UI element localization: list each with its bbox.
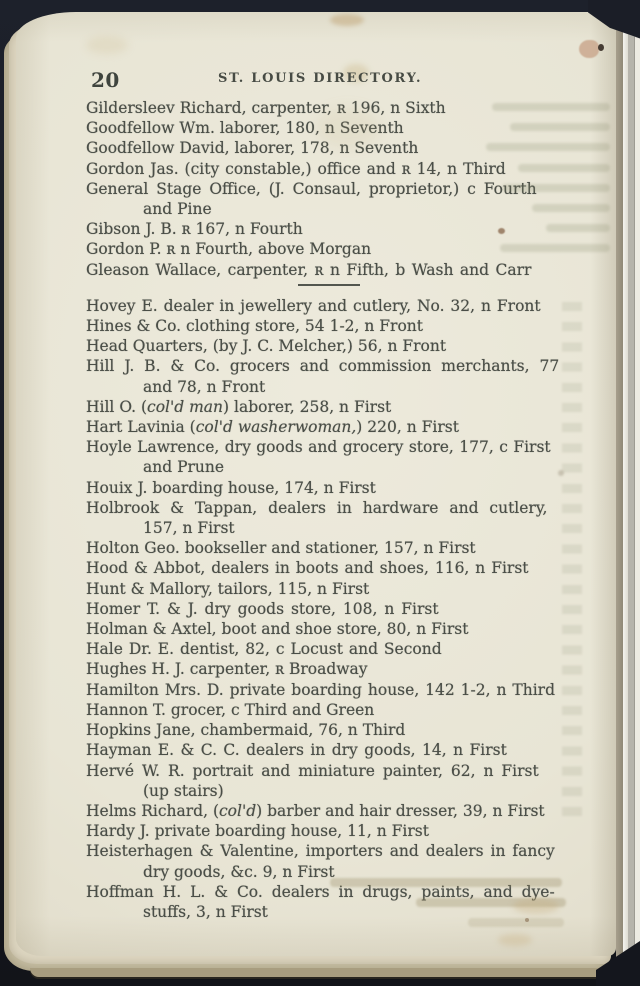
entry-text-segment: and Prune: [143, 458, 225, 477]
entry-text-segment: Hart Lavinia (: [86, 418, 196, 437]
directory-entry: [86, 498, 608, 538]
paper-stain: [330, 14, 364, 26]
directory-entry: [86, 619, 608, 639]
paper-stain: [498, 228, 505, 234]
bleed-through-column: [562, 302, 582, 822]
entry-text-segment: Hill O. (: [86, 397, 148, 416]
adjacent-page-edge: [634, 0, 640, 986]
directory-entry: [86, 356, 608, 396]
directory-entry: [86, 659, 608, 679]
directory-entry-line: [86, 579, 608, 599]
page-header-title: ST. LOUIS DIRECTORY.: [218, 71, 423, 86]
page-stack-bottom-edge: [30, 968, 610, 977]
directory-entry-line: [86, 296, 608, 316]
paper-stain: [513, 898, 559, 914]
paper-speck: [558, 470, 564, 476]
directory-entry-line: [86, 457, 608, 477]
entry-text-segment: Hardy J. private boarding house, 11, n First: [86, 822, 429, 841]
directory-entry-line: [86, 336, 608, 356]
directory-entry: [86, 700, 608, 720]
directory-entry-line: [86, 841, 608, 861]
entry-text-segment: Gordon Jas. (city constable,) office and ʀ 14, n Third: [86, 159, 506, 178]
entry-text-segment: Hopkins Jane, chambermaid, 76, n Third: [86, 721, 406, 740]
directory-entry-line: [86, 417, 608, 437]
entry-text-segment: ) laborer, 258, n First: [223, 397, 392, 416]
entry-text-segment: Hovey E. dealer in jewellery and cutlery, No. 32, n Front: [86, 296, 541, 315]
entry-text-segment: Hannon T. grocer, c Third and Green: [86, 700, 375, 719]
page-edge-artifact: [579, 40, 599, 58]
directory-entry-line: [86, 478, 608, 498]
directory-entry: [86, 841, 608, 881]
directory-entry: [86, 761, 608, 801]
bleed-through-text: [468, 918, 564, 927]
entry-text-segment: col'd: [219, 801, 257, 820]
directory-entry: [86, 316, 608, 336]
entry-text-segment: Homer T. & J. dry goods store, 108, n First: [86, 599, 439, 618]
entry-text-segment: stuffs, 3, n First: [143, 902, 268, 921]
directory-entry-line: [86, 377, 608, 397]
directory-entry: [86, 558, 608, 578]
entry-text-segment: Hoffman H. L. & Co. dealers in drugs, paints, and dye-: [86, 882, 555, 901]
entry-text-segment: Hayman E. & C. C. dealers in dry goods, 14, n First: [86, 741, 507, 760]
directory-section-h: [86, 296, 608, 922]
directory-entry: [86, 599, 608, 619]
page-gutter-shadow: [616, 0, 623, 986]
paper-stain: [498, 934, 532, 946]
paper-stain: [86, 36, 128, 54]
directory-entry-line: [86, 781, 608, 801]
entry-text-segment: Heisterhagen & Valentine, importers and dealers in fancy: [86, 842, 555, 861]
directory-entry: [86, 336, 608, 356]
entry-text-segment: Goodfellow David, laborer, 178, n Seventh: [86, 139, 419, 158]
directory-entry-line: [86, 821, 608, 841]
directory-entry: [86, 437, 608, 477]
entry-text-segment: Hoyle Lawrence, dry goods and grocery store, 177, c First: [86, 438, 551, 457]
entry-text-segment: Helms Richard, (: [86, 801, 219, 820]
entry-text-segment: Houix J. boarding house, 174, n First: [86, 478, 376, 497]
directory-entry-line: [86, 356, 608, 376]
book-page: [16, 12, 616, 956]
entry-text-segment: Head Quarters, (by J. C. Melcher,) 56, n Front: [86, 337, 447, 356]
directory-entry: [86, 296, 608, 316]
entry-text-segment: Hughes H. J. carpenter, ʀ Broadway: [86, 660, 368, 679]
bleed-through-text: [452, 103, 610, 265]
directory-entry-line: [86, 599, 608, 619]
directory-entry: [86, 639, 608, 659]
paper-stain: [316, 107, 380, 149]
page-header: [16, 68, 616, 92]
entry-text-segment: General Stage Office, (J. Consaul, proprietor,) c Fourth: [86, 179, 537, 198]
directory-entry: [86, 740, 608, 760]
directory-entry-line: [86, 518, 608, 538]
entry-text-segment: Hood & Abbot, dealers in boots and shoes, 116, n First: [86, 559, 529, 578]
directory-entry: [86, 579, 608, 599]
entry-text-segment: Hervé W. R. portrait and miniature painter, 62, n First: [86, 761, 539, 780]
entry-text-segment: ) 220, n First: [356, 418, 459, 437]
entry-text-segment: Hines & Co. clothing store, 54 1-2, n Front: [86, 317, 424, 336]
directory-entry: [86, 538, 608, 558]
directory-entry-line: [86, 316, 608, 336]
entry-text-segment: Hamilton Mrs. D. private boarding house, 142 1-2, n Third: [86, 680, 556, 699]
directory-entry: [86, 417, 608, 437]
entry-text-segment: Hunt & Mallory, tailors, 115, n First: [86, 579, 370, 598]
bleed-through-text: [330, 878, 562, 887]
directory-entry-line: [86, 437, 608, 457]
entry-text-segment: Holbrook & Tappan, dealers in hardware and cutlery,: [86, 498, 548, 517]
directory-entry-line: [86, 659, 608, 679]
directory-entry-line: [86, 720, 608, 740]
entry-text-segment: Hill J. B. & Co. grocers and commission merchants, 77: [86, 357, 560, 376]
section-divider: [298, 284, 360, 286]
entry-text-segment: and Pine: [143, 200, 212, 219]
directory-entry-line: [86, 538, 608, 558]
directory-entry-line: [86, 700, 608, 720]
entry-text-segment: Holton Geo. bookseller and stationer, 157, n First: [86, 539, 476, 558]
entry-text-segment: Goodfellow Wm. laborer, 180, n Seventh: [86, 119, 404, 138]
entry-text-segment: Gildersleev Richard, carpenter, ʀ 196, n Sixth: [86, 99, 446, 117]
entry-text-segment: col'd washerwoman,: [195, 418, 357, 437]
directory-entry-line: [86, 558, 608, 578]
directory-entry-line: [86, 498, 608, 518]
paper-speck: [525, 918, 529, 922]
entry-text-segment: Gibson J. B. ʀ 167, n Fourth: [86, 220, 303, 239]
entry-text-segment: Gordon P. ʀ n Fourth, above Morgan: [86, 240, 372, 259]
directory-entry-line: [86, 397, 608, 417]
directory-entry: [86, 680, 608, 700]
directory-entry-line: [86, 761, 608, 781]
entry-text-segment: (up stairs): [143, 781, 224, 800]
entry-text-segment: Holman & Axtel, boot and shoe store, 80, n First: [86, 620, 469, 639]
directory-entry-line: [86, 680, 608, 700]
entry-text-segment: and 78, n Front: [143, 377, 266, 396]
directory-entry-line: [86, 639, 608, 659]
entry-text-segment: 157, n First: [143, 519, 235, 538]
directory-entry-line: [86, 801, 608, 821]
directory-entry-line: [86, 619, 608, 639]
page-edge-artifact: [598, 44, 604, 51]
entry-text-segment: col'd man: [147, 397, 224, 416]
entry-text-segment: dry goods, &c. 9, n First: [143, 862, 335, 881]
entry-text-segment: ) barber and hair dresser, 39, n First: [256, 801, 545, 820]
directory-entry: [86, 801, 608, 821]
directory-entry: [86, 821, 608, 841]
page-number: 20: [91, 68, 120, 92]
directory-entry-line: [86, 740, 608, 760]
directory-entry: [86, 478, 608, 498]
entry-text-segment: Gleason Wallace, carpenter, ʀ n Fifth, b Wash and Carr: [86, 260, 532, 279]
entry-text-segment: Hale Dr. E. dentist, 82, c Locust and Second: [86, 640, 442, 659]
directory-entry: [86, 720, 608, 740]
directory-entry: [86, 397, 608, 417]
